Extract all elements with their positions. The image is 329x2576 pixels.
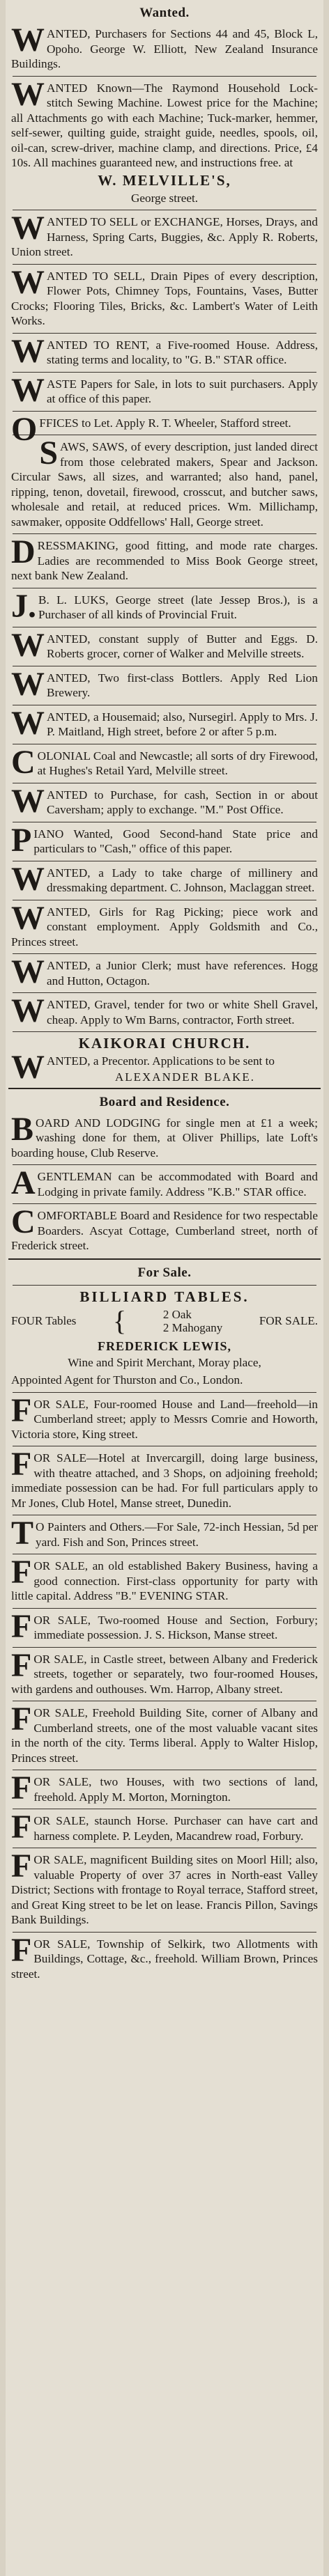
divider (13, 411, 316, 412)
ad-wanted-14: COLONIAL Coal and Newcastle; all sorts of dry Firewood, at Hughes's Retail Yard, Melville street. (11, 743, 318, 781)
ad-board-3: COMFORTABLE Board and Residence for two respectable Boarders. Ascyat Cottage, Cumberland street, north of Frederick street. (11, 1203, 318, 1252)
billiard-right: FOR SALE. (259, 1313, 318, 1327)
ad-wanted-15: WANTED to Purchase, for cash, Section in or about Caversham; apply to exchange. "M." Post Office. (11, 782, 318, 820)
ad-wanted-20: WANTED, Gravel, tender for two or white Shell Gravel, cheap. Apply to Wm Barns, contractor, Forth street. (11, 992, 318, 1029)
divider (13, 264, 316, 265)
lewis-name: FREDERICK LEWIS, (97, 1338, 232, 1353)
ad-board-2: AGENTLEMAN can be accommodated with Board and Lodging in private family. Address "K.B." STAR office. (11, 1164, 318, 1201)
ad-wanted-16: PIANO Wanted, Good Second-hand State price and particulars to "Cash," office of this paper. (11, 821, 318, 859)
billiard-types (163, 1308, 222, 1334)
ad-wanted-8: SAWS, SAWS, of every description, just landed direct from those celebrated makers, Spear and Jackson. Circular Saws, all sizes, and warranted; also hand, panel, ripping, tenon, dovetail, firewood, crosscut, and butcher saws, wholesale and retail, at reduced prices. Wm. Millichamp, sawmaker, opposite Oddfellows' Hall, George street. (11, 435, 318, 529)
ad-wanted-2: WANTED Known—The Raymond Household Lock-stitch Sewing Machine. Lowest price for the Machine; all Attachments go with each Machine; Tuck-marker, hemmer, self-sewer, quilting guide, straight guide, needles, spools, oil, oil-can, screw-driver, machine clamp, and directions. Price, £4 10s. All machines guaranteed new, and instructions free. at (11, 75, 318, 169)
ad-wanted-4: WANTED TO SELL, Drain Pipes of every description, Flower Pots, Chimney Tops, Fountains, Vases, Butter Crocks; Flooring Tiles, Bricks, &c. Lambert's Water of Leith Works. (11, 263, 318, 327)
ad-wanted-18: WANTED, Girls for Rag Picking; piece work and constant employment. Apply Goldsmith and Co., Princes street. (11, 899, 318, 949)
ad-wanted-6: WASTE Papers for Sale, in lots to suit purchasers. Apply at office of this paper. (11, 371, 318, 409)
divider (13, 953, 316, 954)
brace-icon: { (113, 1304, 127, 1336)
ad-sale-6: FOR SALE, in Castle street, between Albany and Frederick streets, together or separately, two four-roomed Houses, with gardens and outhouses. Wm. Harrop, Albany street. (11, 1646, 318, 1696)
ad-wanted-11: WANTED, constant supply of Butter and Eggs. D. Roberts grocer, corner of Walker and Melville streets. (11, 626, 318, 664)
billiard-title: BILLIARD TABLES. (79, 1288, 250, 1305)
ad-wanted-12: WANTED, Two first-class Bottlers. Apply Red Lion Brewery. (11, 665, 318, 703)
ad-wanted-19: WANTED, a Junior Clerk; must have references. Hogg and Hutton, Octagon. (11, 953, 318, 990)
ad-wanted-3: WANTED TO SELL or EXCHANGE, Horses, Drays, and Harness, Spring Carts, Buggies, &c. Apply R. Roberts, Union street. (11, 210, 318, 258)
divider (13, 76, 316, 77)
divider (13, 1285, 316, 1286)
precentor-contact: ALEXANDER BLAKE. (114, 1070, 256, 1084)
divider (13, 333, 316, 334)
divider (13, 1608, 316, 1609)
divider (13, 372, 316, 373)
ad-wanted-17: WANTED, a Lady to take charge of millinery and dressmaking department. C. Johnson, Maclaggan street. (11, 860, 318, 898)
divider (13, 1203, 316, 1204)
ad-sale-1: FOR SALE, Four-roomed House and Land—freehold—in Cumberland street; apply to Messrs Comrie and Howorth, Victoria store, King street. (11, 1391, 318, 1441)
ad-sale-2: FOR SALE—Hotel at Invercargill, doing large business, with theatre attached, and 3 Shops, on adjoining freehold; immediate possession can be had. For full particulars apply to Mr Jones, Club Hotel, Manse street, Dunedin. (11, 1446, 318, 1510)
billiard-mahogany: 2 Mahogany (162, 1320, 223, 1334)
divider (13, 1647, 316, 1648)
section-rule (8, 1088, 321, 1089)
section-heading-sale: For Sale. (137, 1265, 192, 1280)
church-heading: KAIKORAI CHURCH. (78, 1035, 251, 1052)
divider (13, 992, 316, 993)
ad-wanted-precentor: WANTED, a Precentor. Applications to be sent to (11, 1049, 275, 1086)
ad-sale-8: FOR SALE, two Houses, with two sections of land, freehold. Apply M. Morton, Mornington. (11, 1770, 318, 1806)
ad-wanted-13: WANTED, a Housemaid; also, Nursegirl. Apply to Mrs. J. P. Maitland, High street, before 2 or after 5 p.m. (11, 704, 318, 742)
billiard-left: FOUR Tables (11, 1313, 77, 1327)
divider (13, 1164, 316, 1165)
ad-sale-7: FOR SALE, Freehold Building Site, corner of Albany and Cumberland streets, one of the most valuable vacant sites in the north of the city. Terms liberal. Apply to Walter Hislop, Princes street. (11, 1701, 318, 1765)
section-rule (8, 1258, 321, 1260)
newspaper-column (6, 0, 323, 2576)
ad-board-1: BOARD AND LODGING for single men at £1 a week; washing done for them, at Oliver Phillips, late Loft's boarding house, Club Reserve. (11, 1110, 318, 1160)
divider (13, 1392, 316, 1393)
ad-sale-11: FOR SALE, Township of Selkirk, two Allotments with Buildings, Cottage, &c., freehold. William Brown, Princes street. (11, 1931, 318, 1981)
ad-sale-10: FOR SALE, magnificent Building sites on Moorl Hill; also, valuable Property of over 37 acres in North-east Valley District; Sections with frontage to Royal terrace, Stafford street, and Great King street to be let on lease. Francis Pillon, Savings Bank Buildings. (11, 1848, 318, 1926)
melville-street: George street. (130, 191, 199, 205)
billiard-oak: 2 Oak (162, 1307, 192, 1321)
ad-sale-5: FOR SALE, Two-roomed House and Section, Forbury; immediate possession. J. S. Hickson, Manse street. (11, 1607, 318, 1645)
melville-name: W. MELVILLE'S, (98, 171, 231, 189)
ad-sale-4: FOR SALE, an old established Bakery Business, having a good connection. First-class opportunity for party with little capital. Address "B." EVENING STAR. (11, 1554, 318, 1602)
ad-sale-9: FOR SALE, staunch Horse. Purchaser can have cart and harness complete. P. Leyden, Macandrew road, Forbury. (11, 1809, 318, 1845)
divider (13, 533, 316, 534)
section-heading-board: Board and Residence. (99, 1094, 230, 1109)
divider (13, 1031, 316, 1032)
ad-wanted-7: OFFICES to Let. Apply R. T. Wheeler, Stafford street. (11, 410, 291, 448)
ad-wanted-9: DRESSMAKING, good fitting, and mode rate charges. Ladies are recommended to Miss Book George street, next bank New Zealand. (11, 533, 318, 582)
divider (13, 1932, 316, 1933)
lewis-trade: Wine and Spirit Merchant, Moray place, (68, 1355, 261, 1369)
lewis-agent: Appointed Agent for Thurston and Co., London. (11, 1373, 243, 1387)
ad-sale-3: TO Painters and Others.—For Sale, 72-inch Hessian, 5d per yard. Fish and Son, Princes street. (11, 1515, 318, 1552)
ad-wanted-5: WANTED TO RENT, a Five-roomed House. Address, stating terms and locality, to "G. B." STAR office. (11, 332, 318, 370)
ad-wanted-1: WANTED, Purchasers for Sections 44 and 45, Block L, Opoho. George W. Elliott, New Zealand Insurance Buildings. (11, 22, 318, 70)
billiard-ad (6, 1306, 323, 1336)
section-heading-wanted: Wanted. (139, 6, 190, 20)
ad-wanted-10: J.B. L. LUKS, George street (late Jessep Bros.), is a Purchaser of all kinds of Provincial Fruit. (11, 587, 318, 625)
